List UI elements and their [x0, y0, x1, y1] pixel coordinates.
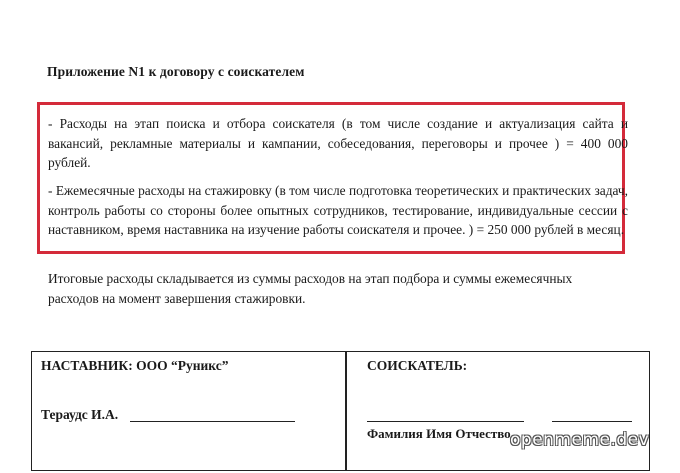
mentor-name: Тераудс И.А.	[41, 407, 119, 422]
total-expense-paragraph: Итоговые расходы складывается из суммы расходов на этап подбора и суммы ежемесячных расходов на момент завершения стажировки.	[48, 271, 573, 306]
expense-search-paragraph: - Расходы на этап поиска и отбора соискателя (в том числе создание и актуализация сайта и вакансий, рекламные материалы и кампании, собеседования, переговоры и прочее ) = 400 000 рублей.	[48, 116, 628, 170]
document-title: Приложение N1 к договору с соискателем	[47, 64, 305, 79]
expense-internship-paragraph: - Ежемесячные расходы на стажировку (в том числе подготовка теоретических и практических задач, контроль работы со стороны более опытных сотрудников, тестирование, индивидуальные сессии с наставником, время наставника на изучение работы соискателя и прочее. ) = 250 000 рублей в месяц.	[48, 183, 628, 237]
mentor-heading: НАСТАВНИК: ООО “Руникс”	[41, 358, 229, 373]
watermark-text: openmeme.dev	[510, 430, 650, 450]
applicant-name-line	[367, 421, 524, 422]
applicant-signature-line	[552, 421, 632, 422]
mentor-signature-line	[130, 421, 295, 422]
applicant-heading: СОИСКАТЕЛЬ:	[367, 358, 468, 373]
signature-table-divider	[345, 351, 347, 471]
applicant-name-caption: Фамилия Имя Отчество	[367, 426, 511, 441]
